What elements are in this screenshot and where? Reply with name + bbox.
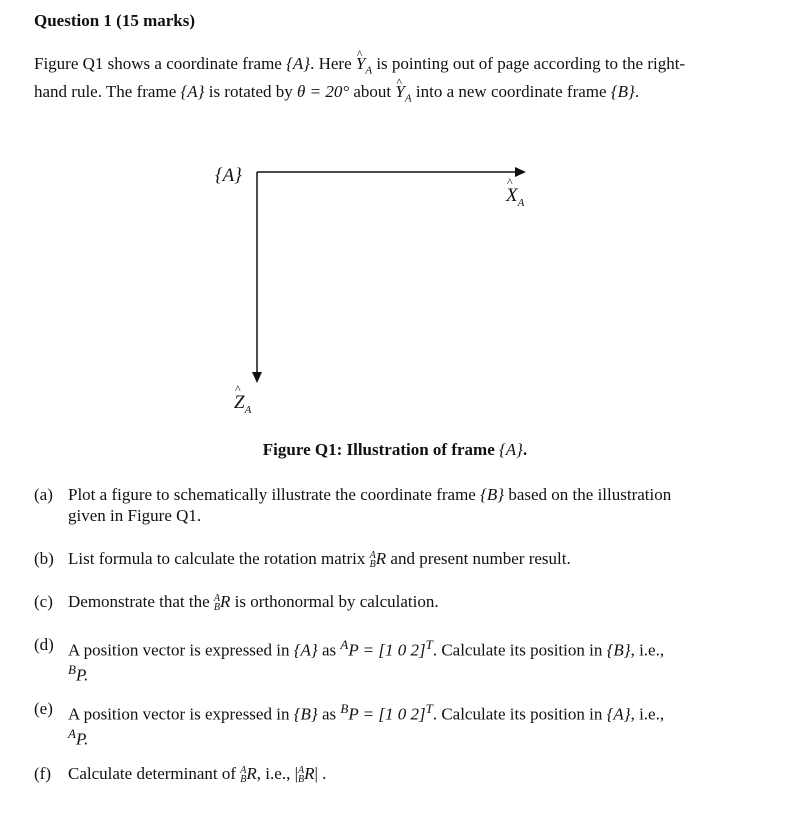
x-axis-label: ^ $X_A$ [506, 185, 524, 209]
intro-line-2: hand rule. The frame {A} is rotated by θ = 20° about ^ $Y_A$ into a new coordinate frame {B}. [34, 81, 754, 109]
part-e: (e) A position vector is expressed in {B} as $^B$P = [1 0 2]$^T$. Calculate its position in {A}, i.e., $^A$P. [34, 699, 665, 749]
z-axis-label: ^ $Z_A$ [234, 392, 251, 416]
part-c: (c) Demonstrate that the A BR is orthonormal by calculation. [34, 592, 439, 613]
z-axis-arrowhead [252, 372, 262, 383]
part-a: (a) Plot a figure to schematically illustrate the coordinate frame {B} based on the illustration given in Figure Q1. [34, 485, 672, 525]
frame-a-label: {A} [215, 165, 242, 186]
part-d: (d) A position vector is expressed in {A} as $^A$P = [1 0 2]$^T$. Calculate its position in {B}, i.e., $^B$P. [34, 635, 665, 685]
x-axis-arrowhead [515, 167, 526, 177]
question-title: Question 1 (15 marks) [34, 11, 196, 30]
part-f: (f) Calculate determinant of A BR, i.e., |A BR| . [34, 764, 327, 785]
figure-caption: Figure Q1: Illustration of frame {A}. [262, 440, 528, 459]
intro-line-1: Figure Q1 shows a coordinate frame {A}. Here ^ $Y_A$ is pointing out of page according to the right- [34, 53, 754, 81]
part-b: (b) List formula to calculate the rotation matrix A BR and present number result. [34, 549, 571, 570]
